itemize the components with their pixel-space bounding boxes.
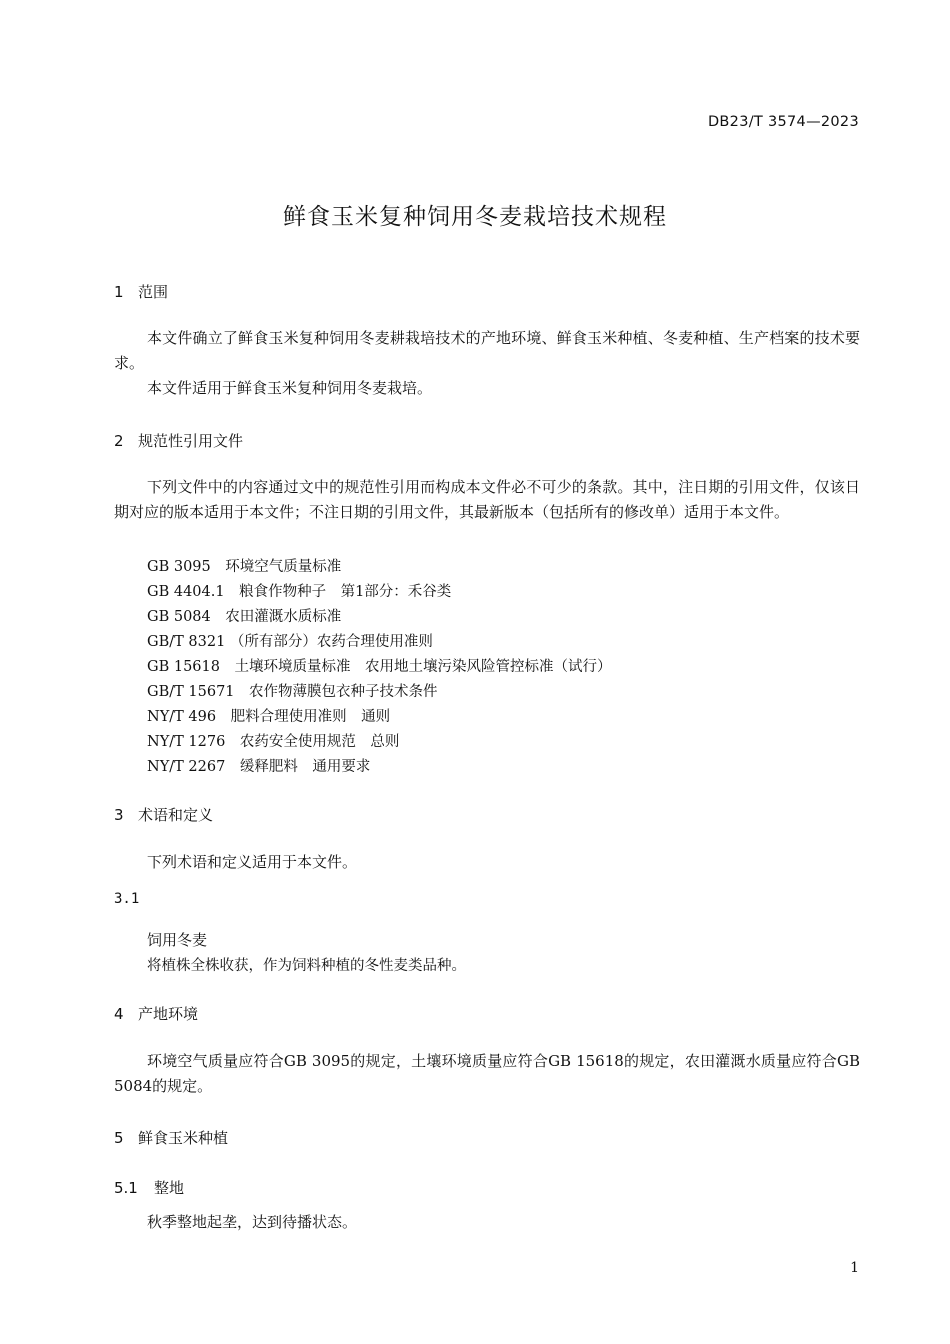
section-number: 1 [114,283,124,301]
scope-paragraph-1: 本文件确立了鲜食玉米复种饲用冬麦耕栽培技术的产地环境、鲜食玉米种植、冬麦种植、生产档案的技术要求。 [114,329,860,372]
reference-item: GB 15618 土壤环境质量标准 农用地土壤污染风险管控标准（试行） [147,659,612,675]
term-name: 饲用冬麦 [147,931,208,949]
section-3-heading [114,804,213,825]
document-title: 鲜食玉米复种饲用冬麦栽培技术规程 [283,204,667,230]
reference-item: GB 4404.1 粮食作物种子 第1部分：禾谷类 [147,584,452,600]
normative-references-paragraph: 下列文件中的内容通过文中的规范性引用而构成本文件必不可少的条款。其中，注日期的引用文件，仅该日期对应的版本适用于本文件；不注日期的引用文件，其最新版本（包括所有的修改单）适用于本文件。 [114,478,860,521]
section-title: 产地环境 [138,1005,199,1023]
term-definition: 将植株全株收获，作为饲料种植的冬性麦类品种。 [147,958,466,974]
reference-item: GB 5084 农田灌溉水质标准 [147,609,342,625]
section-title: 术语和定义 [138,806,214,824]
section-title: 鲜食玉米种植 [138,1129,229,1147]
section-number: 3 [114,806,124,824]
land-preparation-paragraph: 秋季整地起垄，达到待播状态。 [147,1213,358,1231]
section-number: 5 [114,1129,124,1147]
section-title: 规范性引用文件 [138,432,244,450]
section-5-heading [114,1127,228,1148]
section-title: 范围 [138,283,169,301]
section-4-heading [114,1003,198,1024]
page-number: 1 [850,1260,859,1276]
reference-item: GB/T 8321 （所有部分）农药合理使用准则 [147,634,433,650]
scope-paragraph-2: 本文件适用于鲜食玉米复种饲用冬麦栽培。 [147,379,433,397]
term-number: 3.1 [114,891,140,907]
standard-code: DB23/T 3574—2023 [707,114,859,130]
reference-item: GB/T 15671 农作物薄膜包衣种子技术条件 [147,684,438,700]
reference-item: NY/T 496 肥料合理使用准则 通则 [147,709,391,725]
section-1-heading [114,281,168,302]
reference-item: NY/T 2267 缓释肥料 通用要求 [147,759,371,775]
terms-paragraph: 下列术语和定义适用于本文件。 [147,853,358,871]
environment-paragraph: 环境空气质量应符合GB 3095的规定，土壤环境质量应符合GB 15618的规定，农田灌溉水质量应符合GB 5084的规定。 [114,1052,860,1095]
subsection-title: 整地 [154,1179,185,1197]
section-2-heading [114,430,243,451]
section-number: 4 [114,1005,124,1023]
reference-item: GB 3095 环境空气质量标准 [147,559,342,575]
subsection-5-1-heading [114,1177,184,1198]
section-number: 2 [114,432,124,450]
reference-item: NY/T 1276 农药安全使用规范 总则 [147,734,400,750]
subsection-number: 5.1 [114,1179,138,1197]
